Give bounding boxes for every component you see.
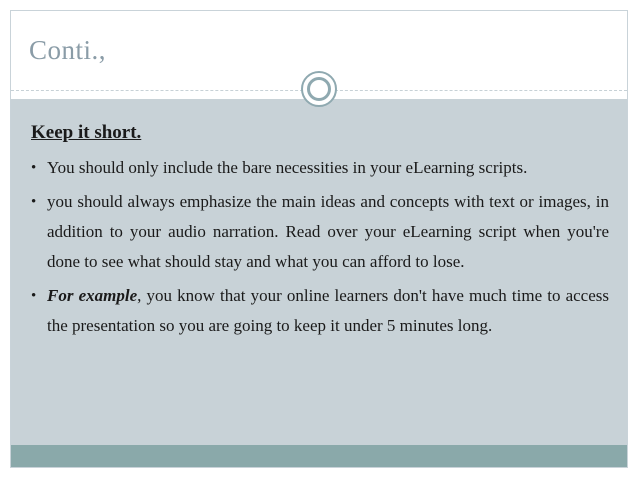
slide xyxy=(10,10,628,468)
section-heading: Keep it short. xyxy=(31,122,142,143)
bullet-text: you should always emphasize the main ideas and concepts with text or images, in addition to your audio narration. Read over your eLearning script when you're done to see what should stay and what you can afford to lose. xyxy=(47,192,609,271)
bullet-lead-text: For example xyxy=(47,286,138,305)
bullet-dot-icon: • xyxy=(31,288,37,304)
content-text xyxy=(31,119,609,345)
footer-bar xyxy=(11,445,627,467)
bullet-item xyxy=(31,281,609,341)
bullet-text: You should only include the bare necessities in your eLearning scripts. xyxy=(47,158,528,177)
bullet-dot-icon: • xyxy=(31,160,37,176)
double-circle-ornament-icon xyxy=(301,71,337,107)
slide-title: Conti., xyxy=(29,35,107,65)
content-area xyxy=(11,99,627,445)
bullet-dot-icon: • xyxy=(31,194,37,210)
bullet-text: , you know that your online learners don't have much time to access the presentation so you are going to keep it under 5 minutes long. xyxy=(47,286,610,335)
bullet-item xyxy=(31,187,609,277)
bullet-item xyxy=(31,153,609,183)
